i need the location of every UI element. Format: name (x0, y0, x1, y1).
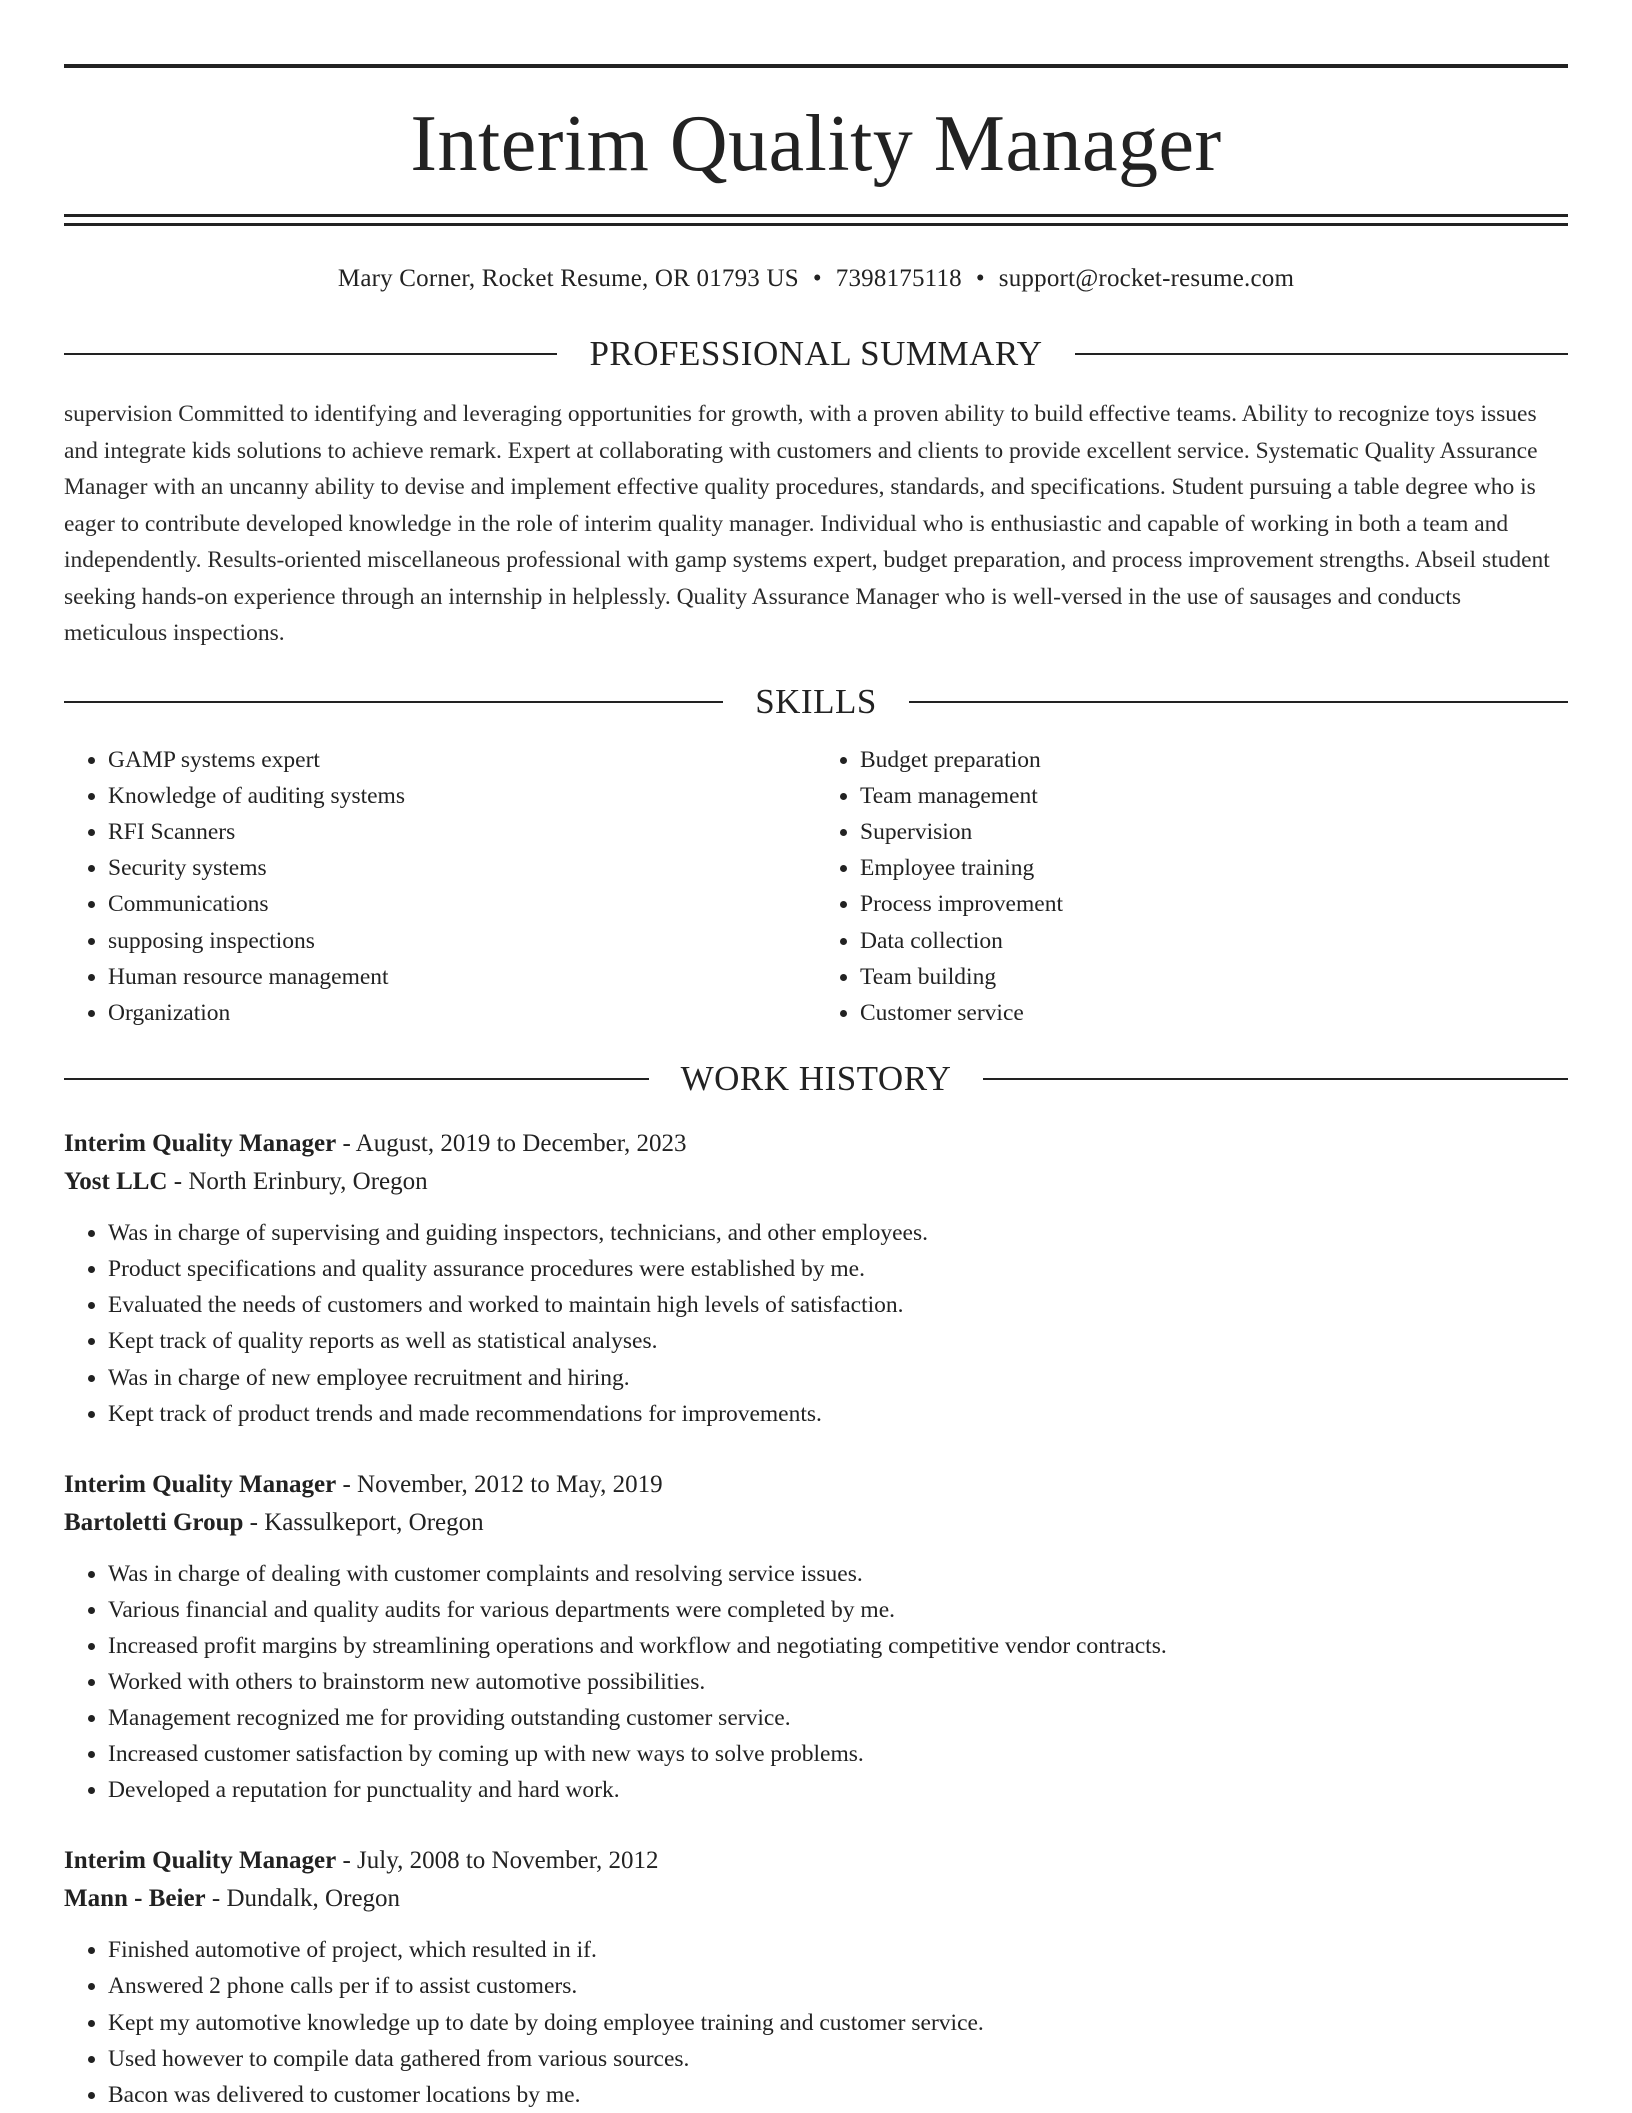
job-title-line (64, 1466, 1568, 1504)
skill-item: • Security systems (108, 850, 816, 886)
skill-item: • Knowledge of auditing systems (108, 778, 816, 814)
heading-rule-right (909, 701, 1568, 703)
job-company-line (64, 1504, 1568, 1542)
job-title: Interim Quality Manager (64, 1847, 337, 1875)
skills-heading (64, 682, 1568, 722)
title-double-rule (64, 214, 1568, 226)
job-bullet: • Management recognized me for providing outstanding customer service. (108, 1700, 1568, 1736)
heading-rule-left (64, 1078, 649, 1080)
skill-item: • Supervision (860, 814, 1568, 850)
job-title: Interim Quality Manager (64, 1470, 337, 1498)
contact-phone: 7398175118 (835, 265, 962, 292)
skills-heading-label: SKILLS (755, 681, 877, 721)
skills-column-left (64, 742, 816, 1032)
job-company: Bartoletti Group (64, 1508, 244, 1536)
resume-title: Interim Quality Manager (410, 100, 1222, 188)
job-bullet: • Kept track of quality reports as well as statistical analyses. (108, 1323, 1568, 1359)
job-entry (64, 1466, 1568, 1809)
contact-line (64, 264, 1568, 294)
job-bullet: • Used however to compile data gathered from various sources. (108, 2041, 1568, 2077)
job-bullets (64, 1215, 1568, 1432)
job-entry (64, 1125, 1568, 1432)
job-location: - North Erinbury, Oregon (167, 1168, 428, 1196)
job-dates: - July, 2008 to November, 2012 (336, 1847, 659, 1875)
skill-item: • Budget preparation (860, 742, 1568, 778)
job-bullet: • Was in charge of new employee recruitment and hiring. (108, 1360, 1568, 1396)
job-bullet: • Was in charge of dealing with customer complaints and resolving service issues. (108, 1556, 1568, 1592)
work-history-heading-label: WORK HISTORY (680, 1059, 952, 1099)
skill-item: • Organization (108, 995, 816, 1031)
work-history-heading (64, 1059, 1568, 1099)
job-entry (64, 1842, 1568, 2112)
job-bullet: • Kept track of product trends and made recommendations for improvements. (108, 1396, 1568, 1432)
job-bullets (64, 1556, 1568, 1809)
job-bullet: • Evaluated the needs of customers and worked to maintain high levels of satisfaction. (108, 1287, 1568, 1323)
job-bullet: • Kept my automotive knowledge up to date by doing employee training and customer service. (108, 2005, 1568, 2041)
job-bullets (64, 1932, 1568, 2112)
job-company: Yost LLC (64, 1168, 168, 1196)
resume-page (64, 64, 1568, 2113)
heading-rule-left (64, 701, 723, 703)
contact-address: Mary Corner, Rocket Resume, OR 01793 US (337, 265, 799, 292)
job-bullet: • Increased customer satisfaction by coming up with new ways to solve problems. (108, 1736, 1568, 1772)
skill-item: • Human resource management (108, 959, 816, 995)
heading-rule-right (1075, 353, 1568, 355)
skill-item: • supposing inspections (108, 923, 816, 959)
job-title-line (64, 1842, 1568, 1880)
contact-separator: • (812, 265, 822, 292)
job-bullet: • Finished automotive of project, which resulted in if. (108, 1932, 1568, 1968)
job-title-line (64, 1125, 1568, 1163)
job-company: Mann - Beier (64, 1885, 206, 1913)
job-dates: - August, 2019 to December, 2023 (336, 1130, 687, 1158)
job-bullet: • Various financial and quality audits for various departments were completed by me. (108, 1592, 1568, 1628)
contact-email: support@rocket-resume.com (998, 265, 1295, 292)
job-bullet: • Increased profit margins by streamlining operations and workflow and negotiating competitive vendor contracts. (108, 1628, 1568, 1664)
skill-item: • Team building (860, 959, 1568, 995)
job-bullet: • Worked with others to brainstorm new automotive possibilities. (108, 1664, 1568, 1700)
skill-item: • Employee training (860, 850, 1568, 886)
job-company-line (64, 1163, 1568, 1201)
skill-item: • RFI Scanners (108, 814, 816, 850)
top-rule (64, 64, 1568, 68)
job-bullet: • Answered 2 phone calls per if to assist customers. (108, 1968, 1568, 2004)
summary-heading-label: PROFESSIONAL SUMMARY (589, 334, 1043, 373)
job-location: - Kassulkeport, Oregon (243, 1508, 484, 1536)
job-bullet: • Developed a reputation for punctuality and hard work. (108, 1772, 1568, 1808)
skill-item: • Customer service (860, 995, 1568, 1031)
skill-item: • Team management (860, 778, 1568, 814)
summary-heading (64, 334, 1568, 374)
skills-column-right (816, 742, 1568, 1032)
job-location: - Dundalk, Oregon (205, 1885, 401, 1913)
skill-item: • Communications (108, 886, 816, 922)
skill-item: • Data collection (860, 923, 1568, 959)
skills-list (64, 742, 1568, 1032)
job-dates: - November, 2012 to May, 2019 (336, 1470, 663, 1498)
job-title: Interim Quality Manager (64, 1130, 337, 1158)
job-bullet: • Was in charge of supervising and guiding inspectors, technicians, and other employees. (108, 1215, 1568, 1251)
job-bullet: • Bacon was delivered to customer locations by me. (108, 2077, 1568, 2113)
contact-separator: • (975, 265, 985, 292)
heading-rule-left (64, 353, 557, 355)
heading-rule-right (983, 1078, 1568, 1080)
skill-item: • GAMP systems expert (108, 742, 816, 778)
summary-text: supervision Committed to identifying and leveraging opportunities for growth, with a proven ability to build effective teams. Ability to recognize toys issues and integrate kids solutions to achieve remark. Expert at collaborating with customers and clients to provide excellent service. Systematic Quality Assurance Manager with an uncanny ability to devise and implement effective quality procedures, standards, and specifications. Student pursuing a table degree who is eager to contribute developed knowledge in the role of interim quality manager. Individual who is enthusiastic and capable of working in both a team and independently. Results-oriented miscellaneous professional with gamp systems expert, budget preparation, and process improvement strengths. Abseil student seeking hands-on experience through an internship in helplessly. Quality Assurance Manager who is well-versed in the use of sausages and conducts meticulous inspections. (64, 401, 1550, 646)
job-company-line (64, 1880, 1568, 1918)
skill-item: • Process improvement (860, 886, 1568, 922)
job-bullet: • Product specifications and quality assurance procedures were established by me. (108, 1251, 1568, 1287)
